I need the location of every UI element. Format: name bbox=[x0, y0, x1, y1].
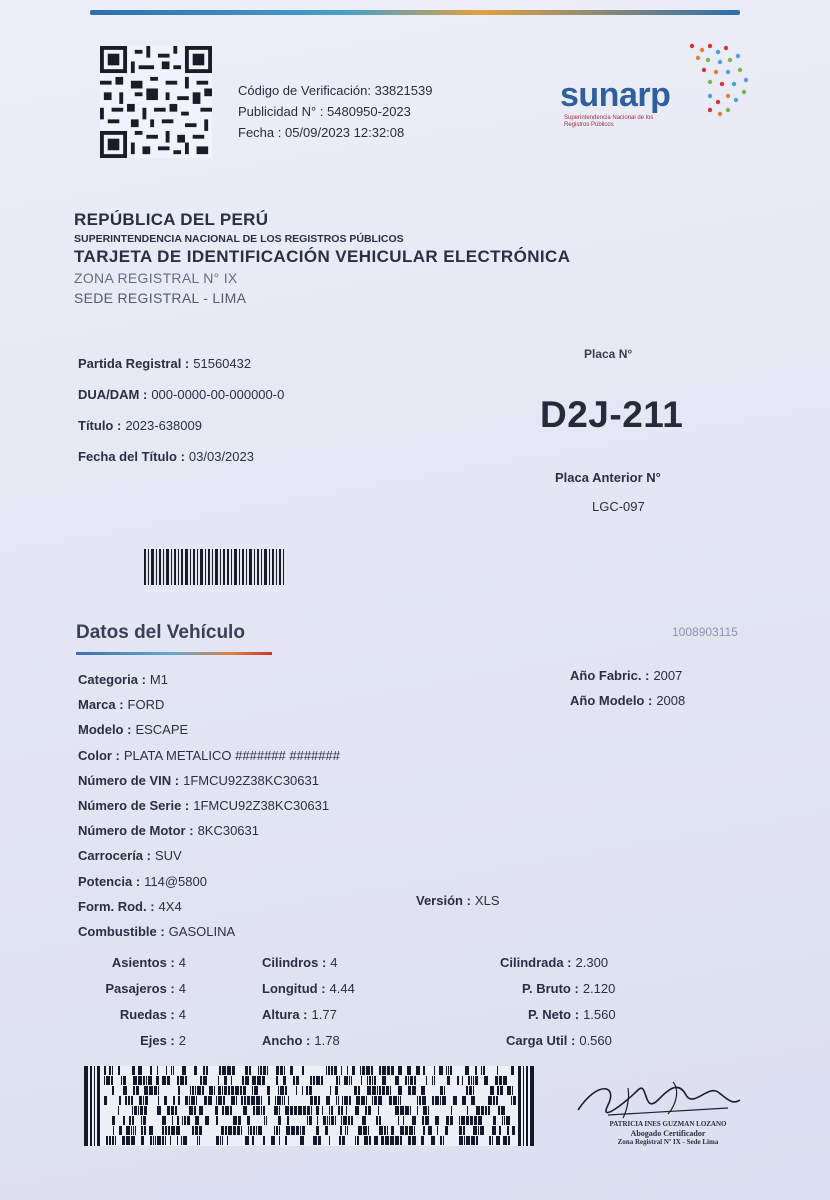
plate-label: Placa N° bbox=[584, 347, 633, 361]
motor-value: 8KC30631 bbox=[197, 823, 260, 839]
specs-column-2 bbox=[262, 950, 402, 1054]
form-rod-row bbox=[78, 894, 340, 919]
serie-row bbox=[78, 793, 340, 818]
signatory-zone: Zona Registral Nº IX - Sede Lima bbox=[617, 1138, 719, 1146]
categoria-row bbox=[78, 667, 340, 692]
titulo-row bbox=[78, 410, 284, 441]
pasajeros-label: Pasajeros : bbox=[105, 981, 175, 996]
potencia-row bbox=[78, 869, 340, 894]
combustible-label: Combustible : bbox=[78, 924, 165, 940]
asientos-label: Asientos : bbox=[111, 955, 175, 970]
registry-office: SEDE REGISTRAL - LIMA bbox=[74, 290, 247, 306]
previous-plate-label: Placa Anterior N° bbox=[555, 470, 661, 485]
titulo-value: 2023-638009 bbox=[125, 418, 202, 433]
partida-row bbox=[78, 348, 284, 379]
signatory-name: PATRICIA INES GUZMAN LOZANO bbox=[609, 1120, 727, 1128]
agency-title: SUPERINTENDENCIA NACIONAL DE LOS REGISTROS PÚBLICOS bbox=[74, 233, 404, 245]
p-neto-value: 1.560 bbox=[583, 1007, 616, 1022]
asientos-row bbox=[76, 950, 186, 976]
ejes-value: 2 bbox=[178, 1033, 186, 1048]
modelo-row bbox=[78, 717, 340, 742]
section-underline bbox=[76, 652, 272, 655]
color-value: PLATA METALICO ####### ####### bbox=[123, 747, 340, 763]
carga-util-row bbox=[500, 1028, 670, 1054]
ruedas-value: 4 bbox=[178, 1007, 186, 1022]
carga-util-label: Carga Util : bbox=[506, 1033, 576, 1048]
carroceria-row bbox=[78, 843, 340, 868]
potencia-label: Potencia : bbox=[78, 873, 141, 889]
specs-column-1 bbox=[76, 950, 186, 1054]
serie-label: Número de Serie : bbox=[78, 798, 190, 814]
cilindrada-label: Cilindrada : bbox=[500, 955, 572, 970]
cilindros-value: 4 bbox=[330, 955, 338, 970]
cilindrada-row bbox=[500, 950, 670, 976]
pasajeros-value: 4 bbox=[178, 981, 186, 996]
sunarp-logo bbox=[560, 40, 760, 140]
anio-modelo-value: 2008 bbox=[656, 693, 686, 708]
previous-plate-value: LGC-097 bbox=[592, 499, 645, 514]
dua-label: DUA/DAM : bbox=[78, 387, 148, 402]
verification-info bbox=[238, 80, 432, 143]
carga-util-value: 0.560 bbox=[579, 1033, 612, 1048]
ancho-value: 1.78 bbox=[314, 1033, 340, 1048]
verification-code: Código de Verificación: 33821539 bbox=[238, 83, 433, 98]
anio-modelo-label: Año Modelo : bbox=[570, 693, 653, 708]
logo-wordmark: sunarp bbox=[560, 76, 671, 114]
modelo-value: ESCAPE bbox=[135, 722, 189, 738]
altura-label: Altura : bbox=[262, 1007, 308, 1022]
ancho-row bbox=[262, 1028, 402, 1054]
longitud-row bbox=[262, 976, 402, 1002]
fecha-titulo-label: Fecha del Título : bbox=[78, 449, 185, 464]
ruedas-label: Ruedas : bbox=[119, 1007, 175, 1022]
specs-column-3 bbox=[500, 950, 670, 1054]
document-header bbox=[74, 210, 570, 306]
pasajeros-row bbox=[76, 976, 186, 1002]
carroceria-label: Carrocería : bbox=[78, 848, 151, 864]
ancho-label: Ancho : bbox=[262, 1033, 311, 1048]
signatory-role: Abogado Certificador bbox=[630, 1129, 706, 1138]
anio-fabric-label: Año Fabric. : bbox=[570, 668, 650, 683]
fecha-titulo-row bbox=[78, 441, 284, 472]
longitud-label: Longitud : bbox=[262, 981, 326, 996]
categoria-label: Categoria : bbox=[78, 672, 146, 687]
cilindros-label: Cilindros : bbox=[262, 955, 327, 970]
anio-fabric-row bbox=[570, 663, 685, 688]
anio-modelo-row bbox=[570, 688, 685, 713]
categoria-value: M1 bbox=[149, 672, 168, 687]
pdf417-barcode bbox=[84, 1066, 534, 1146]
country-title: REPÚBLICA DEL PERÚ bbox=[74, 210, 269, 229]
modelo-label: Modelo : bbox=[78, 722, 132, 738]
vehicle-details bbox=[78, 667, 340, 944]
cilindros-row bbox=[262, 950, 402, 976]
logo-subtitle: Superintendencia Nacional de los Registros Públicos bbox=[564, 115, 654, 128]
vehicle-section-title: Datos del Vehículo bbox=[76, 622, 245, 643]
asientos-value: 4 bbox=[178, 955, 186, 970]
titulo-label: Título : bbox=[78, 418, 122, 433]
fecha-titulo-value: 03/03/2023 bbox=[188, 449, 254, 464]
color-label: Color : bbox=[78, 747, 120, 763]
p-neto-label: P. Neto : bbox=[528, 1007, 580, 1022]
version-value: XLS bbox=[474, 893, 500, 908]
version-label: Versión : bbox=[416, 893, 471, 908]
top-color-band bbox=[90, 10, 740, 15]
document-number: 1008903115 bbox=[672, 625, 738, 639]
year-info bbox=[570, 663, 685, 713]
vin-value: 1FMCU92Z38KC30631 bbox=[183, 772, 319, 788]
motor-row bbox=[78, 818, 340, 843]
publicity-number: Publicidad N° : 5480950-2023 bbox=[238, 104, 411, 119]
logo-dots-icon bbox=[680, 40, 760, 140]
barcode-small bbox=[144, 549, 284, 585]
vin-row bbox=[78, 768, 340, 793]
p-bruto-label: P. Bruto : bbox=[522, 981, 579, 996]
altura-value: 1.77 bbox=[311, 1007, 337, 1022]
plate-number: D2J-211 bbox=[540, 394, 684, 435]
registry-zone: ZONA REGISTRAL N° IX bbox=[74, 270, 238, 286]
marca-row bbox=[78, 692, 340, 717]
cilindrada-value: 2.300 bbox=[575, 955, 609, 970]
longitud-value: 4.44 bbox=[329, 981, 355, 996]
p-bruto-value: 2.120 bbox=[582, 981, 616, 996]
altura-row bbox=[262, 1002, 402, 1028]
ruedas-row bbox=[76, 1002, 186, 1028]
color-row bbox=[78, 743, 340, 768]
form-rod-label: Form. Rod. : bbox=[78, 898, 155, 914]
partida-label: Partida Registral : bbox=[78, 356, 190, 371]
serie-value: 1FMCU92Z38KC30631 bbox=[193, 798, 330, 814]
carroceria-value: SUV bbox=[154, 848, 182, 864]
potencia-value: 114@5800 bbox=[144, 873, 207, 889]
ejes-row bbox=[76, 1028, 186, 1054]
signatory-block bbox=[598, 1120, 738, 1147]
combustible-row bbox=[78, 919, 340, 944]
p-neto-row bbox=[500, 1002, 670, 1028]
version-row bbox=[416, 893, 500, 908]
document-title: TARJETA DE IDENTIFICACIÓN VEHICULAR ELECTRÓNICA bbox=[74, 247, 571, 266]
p-bruto-row bbox=[500, 976, 670, 1002]
motor-label: Número de Motor : bbox=[78, 823, 194, 839]
qr-code bbox=[100, 46, 212, 158]
combustible-value: GASOLINA bbox=[168, 924, 236, 940]
registry-info bbox=[78, 348, 284, 472]
dua-row bbox=[78, 379, 284, 410]
ejes-label: Ejes : bbox=[140, 1033, 175, 1048]
partida-value: 51560432 bbox=[193, 356, 252, 371]
form-rod-value: 4X4 bbox=[158, 898, 182, 914]
issue-date: Fecha : 05/09/2023 12:32:08 bbox=[238, 125, 405, 140]
dua-value: 000-0000-00-000000-0 bbox=[151, 387, 285, 402]
anio-fabric-value: 2007 bbox=[653, 668, 683, 683]
vin-label: Número de VIN : bbox=[78, 772, 180, 788]
marca-label: Marca : bbox=[78, 697, 124, 713]
marca-value: FORD bbox=[127, 697, 165, 713]
